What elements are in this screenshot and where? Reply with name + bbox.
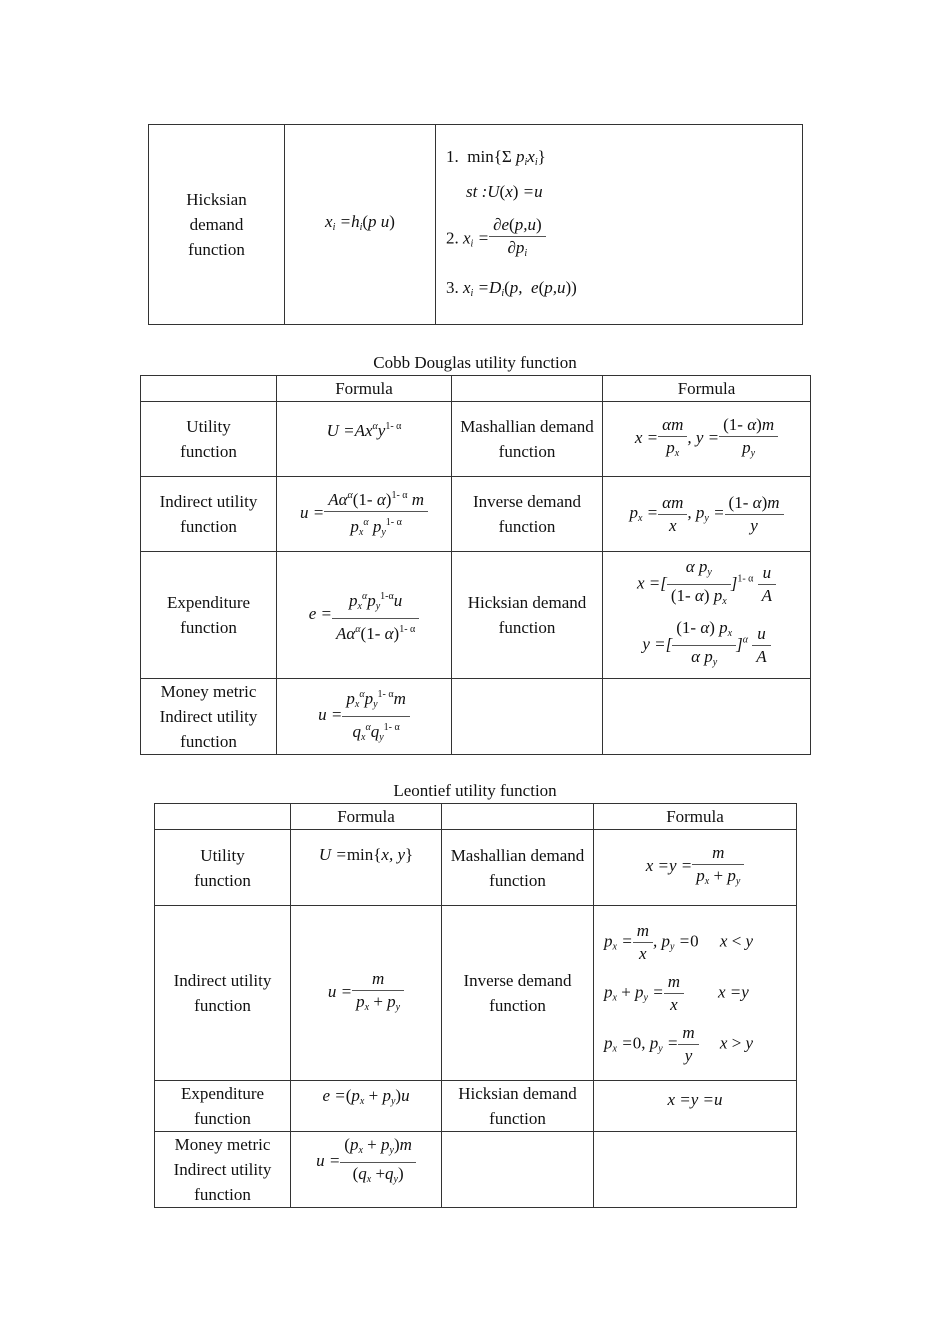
row-label: Expenditure function — [155, 1081, 291, 1132]
hicksian-definition: $x_i =h_i(p$ u) — [285, 125, 436, 325]
formula-cell: U =min{x, y} — [291, 830, 442, 906]
formula-header: Formula — [277, 376, 452, 402]
method-3: 3. $x_i =D_i(p$, e(p,u)) — [446, 277, 577, 299]
empty-cell — [442, 1132, 594, 1208]
row-label: Mashallian demand function — [442, 830, 594, 906]
row-label: Utility function — [141, 402, 277, 477]
formula-cell: x = $\frac{\alpha m}{p_x}$ , y = $\frac{(1- \alpha)m}{p_y}$ — [603, 402, 811, 477]
row-label: Hicksian demand function — [452, 552, 603, 679]
cobb-douglas-table — [140, 375, 811, 755]
empty-cell — [603, 679, 811, 755]
table-row — [141, 679, 811, 755]
row-label: Mashallian demand function — [452, 402, 603, 477]
formula-cell: u = $\frac{A\alpha^\alpha(1- \alpha)^{1- \alpha} m}{p_x^\alpha p_y^{1- \alpha}}$ — [277, 477, 452, 552]
formula-header: Formula — [291, 804, 442, 830]
formula-cell: $e =(p_x + p_y)u$ — [291, 1081, 442, 1132]
empty-cell — [594, 1132, 797, 1208]
row-label: Indirect utility function — [155, 906, 291, 1081]
formula-cell: u = $\frac{(p_x + p_y)m}{(q_x +q_y)}$ — [291, 1132, 442, 1208]
row-label: Money metric Indirect utility function — [155, 1132, 291, 1208]
formula-cell: u = $\frac{p_x^\alpha p_y^{1- \alpha}m}{q_x^\alpha q_y^{1- \alpha}}$ — [277, 679, 452, 755]
hicksian-table — [148, 124, 803, 325]
table-row — [141, 552, 811, 679]
row-label: Hicksian demand function — [442, 1081, 594, 1132]
row-label: Expenditure function — [141, 552, 277, 679]
method-1-constraint: st :U(x) =u — [466, 181, 543, 201]
formula-cell: $p_x$ = $\frac{m}{x}$ , $p_y =0$ x < y $p_x + p_y$ = $\frac{m}{x}$ x =y $p_x =0$, $p_y$ = $\frac{m}{y}$ x > y — [594, 906, 797, 1081]
method-1: 1. min{Σ $p_ix_i$} — [446, 146, 546, 168]
empty-cell — [452, 679, 603, 755]
row-label: Indirect utility function — [141, 477, 277, 552]
leontief-table — [154, 803, 797, 1208]
row-label: Inverse demand function — [442, 906, 594, 1081]
row-label: Utility function — [155, 830, 291, 906]
row-label: Inverse demand function — [452, 477, 603, 552]
table-row — [141, 402, 811, 477]
formula-cell: $U =Ax^\alpha y^{1- \alpha}$ — [277, 402, 452, 477]
formula-cell: $p_x$ = $\frac{\alpha m}{x}$ , $p_y$ = $\frac{(1- \alpha)m}{y}$ — [603, 477, 811, 552]
header-row — [155, 804, 797, 830]
leontief-caption: Leontief utility function — [393, 781, 557, 800]
formula-cell: u = $\frac{m}{p_x + p_y}$ — [291, 906, 442, 1081]
table-row — [155, 1081, 797, 1132]
formula-cell: e = $\frac{p_x^\alpha p_y^{1-\alpha}u}{A\alpha^\alpha(1- \alpha)^{1- \alpha}}$ — [277, 552, 452, 679]
formula-header: Formula — [603, 376, 811, 402]
table-row — [141, 477, 811, 552]
table-row — [155, 1132, 797, 1208]
method-2: 2. $x_i$ = $\frac{\partial e(p,u)}{\partial p_i}$ — [446, 214, 802, 265]
hicksian-label: Hicksian demand function — [149, 125, 285, 325]
hicksian-methods — [436, 125, 803, 325]
formula-cell: x =[ $\frac{\alpha p_y}{(1- \alpha) p_x}$ ]$^{1- \alpha}$ $\frac{u}{A}$ y =[ $\frac{(1- \alpha) p_x}{\alpha p_y}$ ]$^\alpha$ $\frac{u}{A}$ — [603, 552, 811, 679]
formula-header: Formula — [594, 804, 797, 830]
table-row — [155, 830, 797, 906]
formula-cell: x =y =u — [594, 1081, 797, 1132]
table-row — [155, 906, 797, 1081]
header-row — [141, 376, 811, 402]
row-label: Money metric Indirect utility function — [141, 679, 277, 755]
formula-cell: x =y = $\frac{m}{p_x + p_y}$ — [594, 830, 797, 906]
cobb-douglas-caption: Cobb Douglas utility function — [373, 353, 577, 372]
